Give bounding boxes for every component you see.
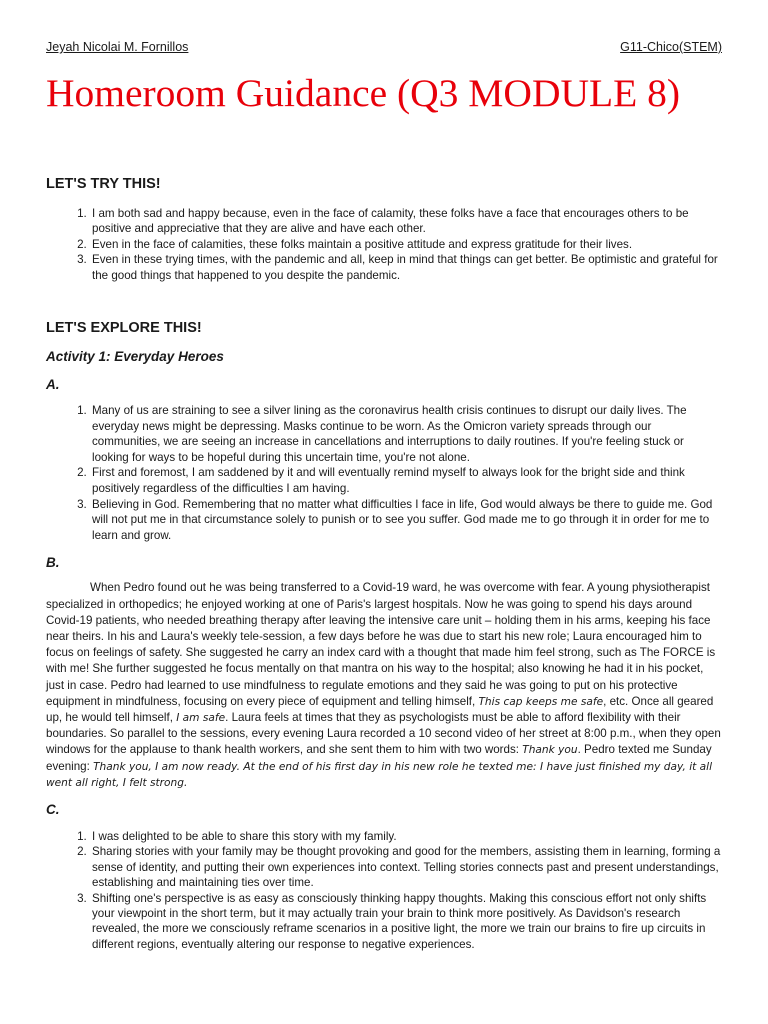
- section-a-list: [46, 403, 722, 543]
- story-quote: I am safe: [176, 712, 226, 724]
- author-name: Jeyah Nicolai M. Fornillos: [46, 40, 189, 54]
- list-item: 1. Many of us are straining to see a silver lining as the coronavirus health crisis continues to disrupt our daily lives. The everyday news might be depressing. Masks continue to be worn. As the Omicron variety spreads through our communities, we are seeing an increase in cancellations and interruptions to daily routines. If you're feeling stuck or looking for ways to be hopeful during this uncertain time, you're not alone.: [90, 403, 722, 465]
- try-this-heading: LET'S TRY THIS!: [46, 176, 161, 192]
- section-b-label: B.: [46, 555, 60, 571]
- list-item: 2. First and foremost, I am saddened by it and will eventually remind myself to always look for the bright side and think positively regardless of the difficulties I am having.: [90, 465, 722, 496]
- list-item: 2. Even in the face of calamities, these folks maintain a positive attitude and express gratitude for their lives.: [90, 237, 722, 252]
- document-title: Homeroom Guidance (Q3 MODULE 8): [46, 71, 681, 115]
- pedro-story-paragraph: [46, 580, 722, 791]
- list-item: 3. Believing in God. Remembering that no matter what difficulties I face in life, God would always be there to guide me. God will not put me in that circumstance solely to punish or to see you suffer. God made me to go through it in order for me to learn and grow.: [90, 497, 722, 544]
- list-item: 1. I was delighted to be able to share this story with my family.: [90, 829, 722, 844]
- story-text: . Pedro texted me Sunday evening:: [46, 743, 712, 773]
- story-quote: This cap keeps me safe: [478, 695, 604, 708]
- story-text: When Pedro found out he was being transferred to a Covid-19 ward, he was overcome with fear. A young physiotherapist specialized in orthopedics; he enjoyed working at one of Paris's largest hospitals. Now he was going to spend his days around Covid-19 patients, who needed breathing therapy after leaving the intensive care unit – holding them in his arms, keeping his face near theirs. In his and Laura's weekly tele-session, a few days before he was due to start his new role; Laura encouraged him to focus on feelings of safety. She suggested he carry an index card with a thought that made him feel strong, such as The FORCE is with me! She further suggested he focus mentally on that mantra on his way to the hospital; also knowing he had it in his pocket, just in case. Pedro had learned to use mindfulness to regulate emotions and they said he was going to put on his protective equipment in mindfulness, focusing on every piece of equipment and telling himself,: [46, 581, 716, 708]
- section-a-label: A.: [46, 377, 60, 393]
- section-c-list: [46, 829, 722, 952]
- story-quote: Thank you, I am now ready. At the end of his first day in his new role he texted me: I have just finished my day, it all went all right, I felt strong.: [46, 760, 713, 789]
- activity-title: Activity 1: Everyday Heroes: [46, 349, 224, 365]
- try-this-list: [46, 206, 722, 283]
- explore-heading: LET'S EXPLORE THIS!: [46, 320, 202, 337]
- class-section: G11-Chico(STEM): [620, 40, 722, 54]
- list-item: 3. Even in these trying times, with the pandemic and all, keep in mind that things can get better. Be optimistic and grateful for the good things that happened to you despite the pandemic.: [90, 252, 722, 283]
- story-text: . Laura feels at times that they as psychologists must be able to afford flexibility with their boundaries. So parallel to the sessions, every evening Laura recorded a 10 second video of her street at 8:00 p.m., when they open windows for the applause to thank health workers, and she sent them to him with two words:: [46, 711, 721, 757]
- story-text: , etc. Once all geared up, he would tell himself,: [46, 694, 714, 724]
- section-c-label: C.: [46, 802, 60, 818]
- list-item: 1. I am both sad and happy because, even in the face of calamity, these folks have a face that encourages others to be positive and appreciative that they are alive and have each other.: [90, 206, 722, 237]
- list-item: 3. Shifting one's perspective is as easy as consciously thinking happy thoughts. Making this conscious effort not only shifts your viewpoint in the short term, but it may actually train your brain to think more positively. As Davidson's research revealed, the more we consciously reframe scenarios in a positive light, the more we train our brains to fire up circuits in different regions, eventually altering our response to negative experiences.: [90, 891, 722, 953]
- document-body: [46, 175, 722, 952]
- list-item: 2. Sharing stories with your family may be thought provoking and good for the members, assisting them in learning, forming a sense of identity, and putting their own experiences into context. Telling stories connects past and present understandings, establishing and maintaining ties over time.: [90, 844, 722, 890]
- story-quote: Thank you: [522, 744, 578, 757]
- page-header: [46, 40, 722, 54]
